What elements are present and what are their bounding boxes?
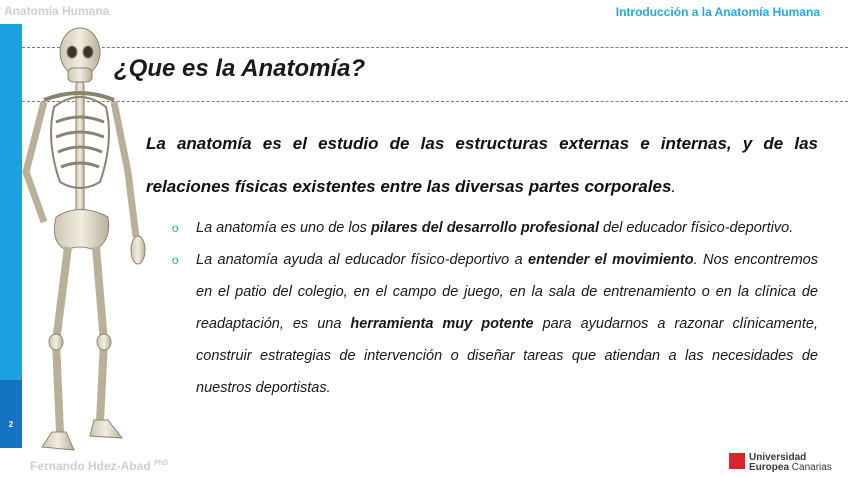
- skeleton-illustration: [4, 22, 154, 454]
- author-suffix: PhD: [154, 460, 169, 467]
- bullet-circle-icon: o: [172, 253, 179, 267]
- bullet-emphasis: entender el movimiento: [528, 252, 694, 268]
- bullet-emphasis: pilares del desarrollo profesional: [370, 220, 599, 236]
- bullet-text: para ayudarnos a razonar clínicamente, construir estrategias de intervención o diseñar tareas que atiendan a las necesidades de nuestros deportistas.: [196, 316, 818, 396]
- intro-text: La anatomía es el estudio de las estructuras externas e internas, y de las relaciones físicas existentes entre las diversas partes corporales: [146, 134, 818, 196]
- bullet-text: del educador físico-deportivo.: [598, 220, 794, 236]
- page-number: 2: [8, 420, 14, 429]
- header-section-title: Introducción a la Anatomía Humana: [615, 5, 820, 19]
- logo-line-1: Universidad: [749, 452, 807, 463]
- logo-europea: Europea: [749, 462, 790, 473]
- bullet-text: . Nos encontremos en el patio del colegio, en el campo de juego, en la sala de entrenamiento o en la clínica de readaptación, es una: [196, 252, 818, 332]
- logo-line-2: [749, 462, 832, 473]
- list-item: [172, 244, 818, 404]
- slide-title: ¿Que es la Anatomía?: [114, 55, 366, 82]
- universidad-europea-logo: [729, 452, 843, 472]
- bullet-circle-icon: o: [172, 221, 179, 235]
- intro-period: .: [671, 177, 677, 196]
- footer-author: [30, 459, 168, 473]
- logo-canarias: Canarias: [789, 462, 832, 473]
- bullet-list: [172, 212, 818, 404]
- bullet-text: La anatomía ayuda al educador físico-deportivo a: [196, 252, 529, 268]
- author-name: Fernando Hdez-Abad: [30, 459, 151, 473]
- bullet-text: La anatomía es uno de los: [196, 220, 371, 236]
- universidad-europea-logo-icon: [729, 453, 745, 469]
- bullet-emphasis: herramienta muy potente: [350, 316, 534, 332]
- header-course-label: Anatomía Humana: [4, 4, 110, 18]
- list-item: [172, 212, 818, 244]
- intro-paragraph: [146, 122, 818, 208]
